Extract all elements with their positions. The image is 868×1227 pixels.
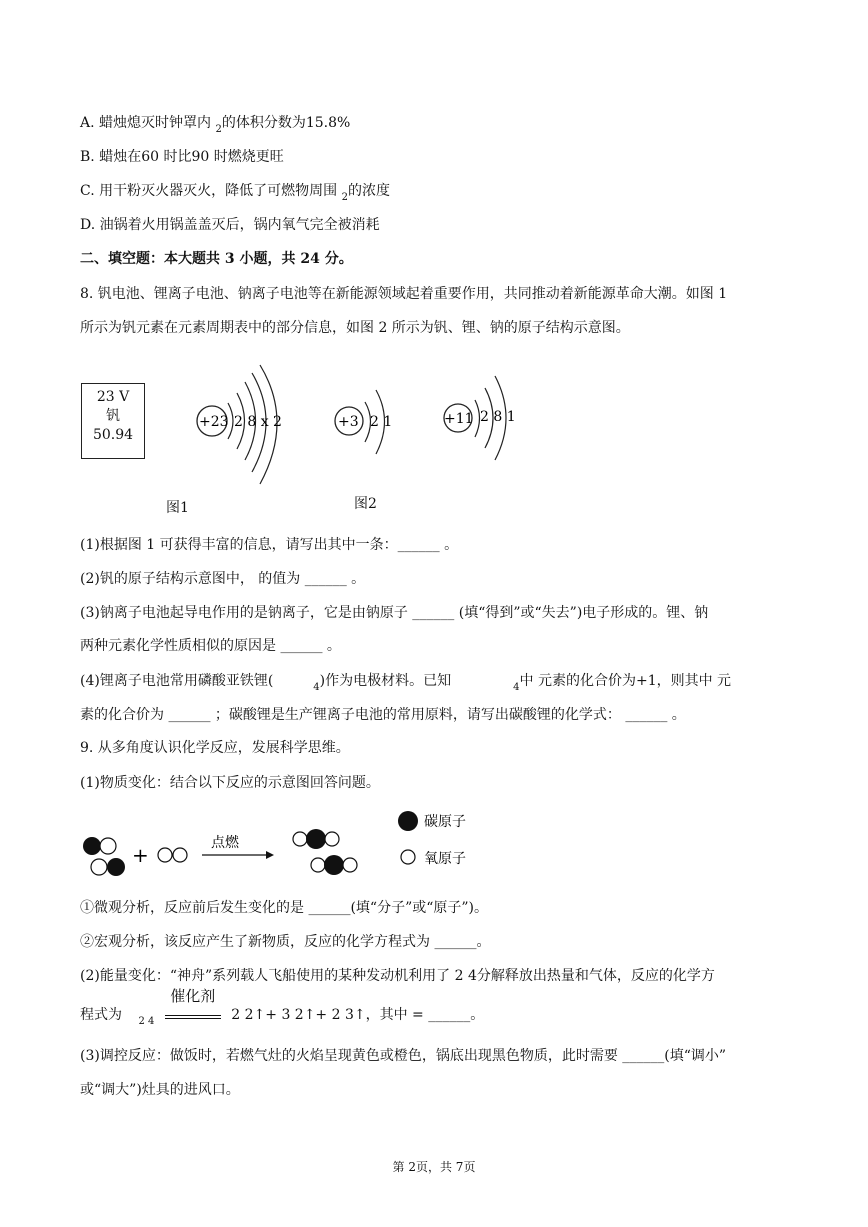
catalyst-equals: 催化剂 [165,1006,221,1019]
q9-part3-line1: (3)调控反应：做饭时，若燃气灶的火焰呈现黄色或橙色，锅底出现黑色物质，此时需要 ______(填“调小” [80,1048,727,1064]
option-b: B. 蜡烛在60 时比90 时燃烧更旺 [80,149,284,165]
oxygen-atom [100,838,116,854]
q9-sub2: ②宏观分析，该反应产生了新物质，反应的化学方程式为 ______。 [80,934,491,950]
page-footer: 第 2页，共 7页 [392,1160,476,1174]
q9-intro: 9. 从多角度认识化学反应，发展科学思维。 [80,740,350,756]
q8-intro-line1: 8. 钒电池、锂离子电池、钠离子电池等在新能源领域起着重要作用，共同推动着新能源革命大潮。如图 1 [80,286,728,302]
reaction-condition: 点燃 [211,835,239,851]
q8-part3-line2: 两种元素化学性质相似的原因是 ______ 。 [80,638,341,654]
q8-part2: (2)钒的原子结构示意图中， 的值为 ______ 。 [80,571,366,587]
q9-part3-line2: 或“调大”)灶具的进风口。 [80,1082,240,1098]
legend-carbon: 碳原子 [424,814,466,830]
legend-oxygen-icon [401,850,415,864]
option-a: A. 蜡烛熄灭时钟罩内 $_2$的体积分数为15.8% [80,115,351,135]
element-name: 钒 [106,408,120,424]
q9-part2-line2: 程式为 $_{2 4}$ 催化剂 2 2↑+ 3 2↑+ 2 3↑，其中 = ______。 [80,987,485,1027]
oxygen-atom [158,848,172,862]
element-number-symbol: 23 V [96,389,130,405]
element-mass: 50.94 [92,427,134,443]
section-heading: 二、填空题：本大题共 3 小题，共 24 分。 [80,251,353,267]
carbon-atom [107,858,125,876]
oxygen-atom [173,848,187,862]
atom-vanadium [197,365,282,484]
option-d: D. 油锅着火用锅盖盖灭后，锅内氧气完全被消耗 [80,217,380,233]
nucleus-charge: +23 [199,414,229,430]
figure-2-label: 图2 [354,496,377,512]
element-card-vanadium [81,383,145,459]
nucleus-charge: +3 [338,414,359,430]
option-c: C. 用干粉灭火器灭火，降低了可燃物周围 $_2$的浓度 [80,183,390,203]
atom-structure-diagrams [190,360,540,495]
q9-part2-line1: (2)能量变化：“神舟”系列载人飞船使用的某种发动机利用了 2 4分解释放出热量和气体，反应的化学方 [80,968,715,984]
q9-sub1: ①微观分析，反应前后发生变化的是 ______(填“分子”或“原子”)。 [80,900,489,916]
plus-sign: + [132,843,149,867]
q8-intro-line2: 所示为钒元素在元素周期表中的部分信息，如图 2 所示为钒、锂、钠的原子结构示意图。 [80,320,630,336]
q9-part1: (1)物质变化：结合以下反应的示意图回答问题。 [80,775,380,791]
oxygen-atom [91,859,107,875]
nucleus-charge: +11 [444,411,474,427]
legend-oxygen: 氧原子 [424,851,466,867]
shell-electrons: 2 1 [370,414,393,430]
q8-part1: (1)根据图 1 可获得丰富的信息，请写出其中一条：______ 。 [80,537,459,553]
shell-electrons: 2 8 x 2 [234,414,282,430]
legend-carbon-icon [398,811,418,831]
carbon-atom [83,837,101,855]
reaction-diagram [78,808,478,883]
q8-part3-line1: (3)钠离子电池起导电作用的是钠离子，它是由钠原子 ______ (填“得到”或“失去”)电子形成的。锂、钠 [80,605,709,621]
atom-sodium [444,376,516,460]
shell-electrons: 2 8 1 [480,409,516,425]
q8-part4-line1: (4)锂离子电池常用磷酸亚铁锂( $_4$)作为电极材料。已知 $_4$中 元素的化合价为+1，则其中 元 [80,673,732,693]
figure-1-label: 图1 [166,500,189,516]
atom-lithium [335,390,392,454]
q8-part4-line2: 素的化合价为 ______ ；碳酸锂是生产锂离子电池的常用原料，请写出碳酸锂的化学式： ______ 。 [80,707,686,723]
